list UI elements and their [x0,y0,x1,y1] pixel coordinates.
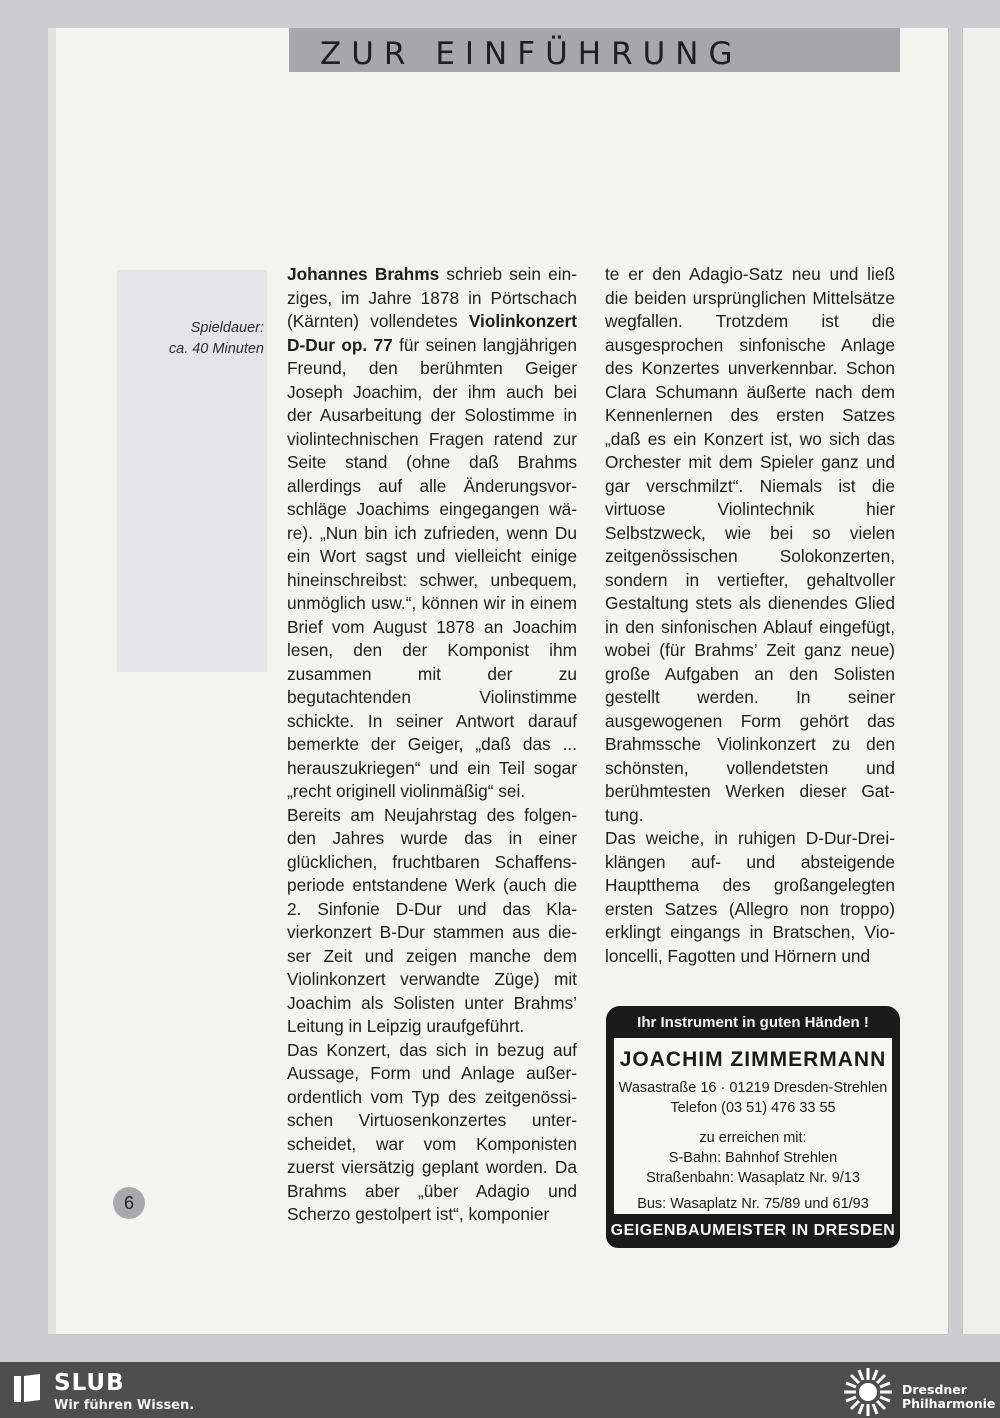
sunburst-icon [842,1366,894,1418]
ad-bus: Bus: Wasaplatz Nr. 75/89 und 61/93 [637,1196,869,1212]
ad-address: Wasastraße 16 · 01219 Dresden-Strehlen [618,1080,888,1096]
paragraph: Das Konzert, das sich in bezug auf Aussage, Form und Anlage außerordentlich vom Typ des zeitgenössischen Virtuosenkonzertes unterscheidet, war vom Komponisten zuerst viersätzig geplant worden. Da Brahms aber „über Adagio und Scherzo gestolpert ist“, komponier [287,1039,577,1224]
ad-tram: Straßenbahn: Wasaplatz Nr. 9/13 [646,1170,860,1186]
composer-name: Johannes Brahms [287,264,440,284]
library-name[interactable]: SLUB [54,1370,125,1396]
paragraph: Bereits am Neujahrstag des folgenden Jahres wurde das in einer glücklichen, fruchtbaren Schaffensperiode entstandene Werk (auch die 2. Sinfonie D-Dur und das Klavierkonzert B-Dur stammen aus dieser Zeit und zeigen manche dem Violinkonzert verwandte Züge) mit Joachim als Solisten unter Brahms’ Leitung in Leipzig uraufgeführt. [287,804,577,1036]
next-page-edge [962,28,1000,1334]
text-column-left [287,263,577,1227]
page-edge [48,28,56,1334]
paragraph [287,263,577,804]
paragraph-text: schrieb sein einziges, im Jahre 1878 in Pörtschach (Kärnten) vollendetes [287,264,577,331]
ad-sbahn: S-Bahn: Bahnhof Strehlen [668,1150,838,1166]
work-title: Violinkonzert D-Dur op. 77 [287,311,577,355]
partner-name-line: Philharmonie [902,1396,996,1411]
book-icon [12,1372,46,1406]
ad-footer: GEIGENBAUMEISTER IN DRESDEN [606,1214,900,1248]
advertisement [606,1006,900,1248]
ad-headline: Ihr Instrument in guten Händen ! [614,1014,892,1038]
paragraph: te er den Adagio-Satz neu und ließ die beiden ursprünglichen Mittelsätze wegfallen. Trotzdem ist die ausgesprochen sinfonische Anlage des Konzertes unverkennbar. Schon Clara Schumann äußerte nach dem Kennenlernen des ersten Satzes „daß es ein Konzert ist, wo sich das Orchester mit dem Spieler ganz und gar verschmilzt“. Niemals ist die virtuose Violintechnik hier Selbstzweck, wie bei so vielen zeitgenössischen Solokonzerten, sondern in vertiefter, gehaltvoller Gestaltung stets als dienendes Glied in den sinfonischen Ablauf eingefügt, wobei (für Brahms’ Zeit ganz neue) große Aufgaben an den Solisten gestellt werden. In seiner ausgewogenen Form gehört das Brahmssche Violinkonzert zu den schönsten, vollendetsten und berühmtesten Werken dieser Gattung. [605,264,895,825]
duration-label: Spieldauer: [190,320,264,336]
ad-business-name: JOACHIM ZIMMERMANN [619,1048,887,1071]
library-tagline: Wir führen Wissen. [54,1398,195,1413]
paragraph: Das weiche, in ruhigen D-Dur-Dreiklängen auf- und absteigende Hauptthema des großangelegten ersten Satzes (Allegro non troppo) erklingt eingangs in Bratschen, Violoncelli, Fagotten und Hörnern und [605,828,895,966]
page-number: 6 [113,1187,145,1219]
page-title: ZUR EINFÜHRUNG [320,36,743,72]
duration-value: ca. 40 Minuten [168,341,264,357]
ad-reach-label: zu erreichen mit: [699,1130,807,1146]
text-column-right [605,263,895,968]
ad-phone: Telefon (03 51) 476 33 55 [670,1100,836,1116]
duration-note [140,318,264,360]
paragraph-text: für seinen langjährigen Freund, den berühmten Geiger Joseph Joachim, der ihm auch bei der Ausarbeitung der Solostimme in violintechnischen Fragen ratend zur Seite stand (ohne daß Brahms allerdings auf alle Änderungsvorschläge Joachims eingegangen wäre). „Nun bin ich zufrieden, wenn Du ein Wort sagst und vielleicht einige hineinschreibst: schwer, unbequem, unmöglich usw.“, können wir in einem Brief vom August 1878 an Joachim lesen, den der Komponist ihm zusammen mit der zu begutachtenden Violinstimme schickte. In seiner Antwort darauf bemerkte der Geiger, „daß das ... herauszukriegen“ und ein Teil sogar „recht originell violinmäßig“ sei. [287,334,578,801]
partner-name[interactable] [902,1383,995,1411]
partner-name-line: Dresdner [902,1382,967,1397]
